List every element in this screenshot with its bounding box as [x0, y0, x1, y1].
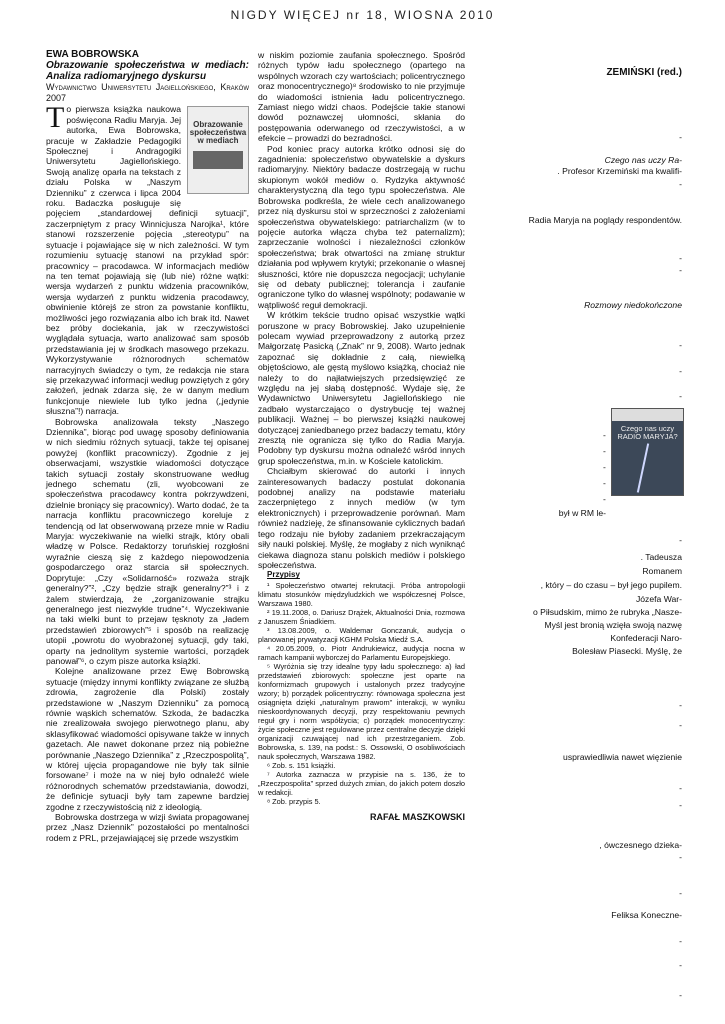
footnote: ⁷ Autorka zaznacza w przypisie na s. 136, że to „Rzeczpospolita” sprzed dużych zmian, do jakich potem doszło w redakcji.: [258, 769, 465, 797]
column-3-fragment: -: [679, 253, 682, 263]
column-3-fragment: -: [679, 366, 682, 376]
drop-cap: T: [46, 101, 65, 135]
paragraph: Pod koniec pracy autorka krótko odnosi się do zagadnienia: społeczeństwo obywatelskie a dyskurs radiomaryjny. Niektóry badacze dostrzegają w ruchu skupionym wokół mediów o. Rydzyka aktywność charakterystyczną dla tego typu społeczeństwa. Ale Bobrowska podkreśla, że wiele cech analizowanego przez nią dyskursu stoi w sprzeczności z założeniami społeczeństwa obywatelskiego: patriarchalizm (w to pojęcie autorka włącza chyba też paternalizm); zaprzeczanie wolności i niezależności członków społeczeństwa; brak otwartości na zmianę struktur działania pod wpływem krytyki; przekonanie o własnej słuszności, które nie dopuszcza negocjacji; uchylanie się od debaty publicznej; tolerancja i zaufanie ograniczone tylko do własnej wspólnoty; podawanie w wątpliwość reguł demokracji.: [258, 143, 465, 310]
column-3-fragment: Józefa War-: [635, 594, 682, 604]
lightning-graphic: [637, 443, 649, 492]
column-3-fragment: Bolesław Piasecki. Myślę, że: [572, 646, 682, 656]
footnote: ⁴ 20.05.2009, o. Piotr Andrukiewicz, audycja nocna w ramach kampanii wyborczej do Parlamentu Europejskiego.: [258, 643, 465, 662]
paragraph: w niskim poziomie zaufania społecznego. Spośród różnych typów ładu społecznego (opartego na wspólnych wzorach czy wartościach; policentrycznego oraz monocentrycznego)⁸ środowisko to nie przyjmuje do wiadomości istnienia ładu policentrycznego. Zamiast niego widzi chaos. Podejście takie stanowi dowód poznawczej ułomności, skłania do postępowania oderwanego od rzeczywistości, a w efekcie – prowadzi do bezradności.: [258, 50, 465, 144]
column-3-fragment: o Piłsudskim, mimo że rubryka „Nasze-: [533, 607, 682, 617]
column-3-fragment: był w RM le-: [558, 508, 606, 518]
column-3-fragment: Romanem: [642, 566, 682, 576]
paragraph: Chciałbym skierować do autorki i innych zainteresowanych badaczy postulat dokonania podobnej analizy na podstawie materiału zaczerpniętego z innych mediów (w tym elektronicznych) i przeprowadzenie porównań. Mam również nadzieję, że sfinansowanie cyklicznych badań tego rodzaju nie byłoby zadaniem przekraczającym siły nauki polskiej. Myślę, że mogłaby z nich wyniknąć ciekawa diagnoza stanu polskich mediów i polskiego społeczeństwa.: [258, 466, 465, 570]
column-3-fragment: -: [679, 800, 682, 810]
book-cover-top-band: [612, 409, 683, 421]
paragraph: Bobrowska analizowała teksty „Naszego Dziennika”, biorąc pod uwagę sposoby definiowania w nich siedmiu różnych sytuacji, także tej opisanej powyżej (konflikt pracowniczy). Zgodnie z jej obserwacjami, wszystkie wiadomości dotyczące takich sytuacji zostały skonstruowane według jednego schematu (zli, wyobcowani ze społeczeństwa pracodawcy kontra pokrzywdzeni, dzielnie broniący się pracownicy). Warto dodać, że ta narracja konfliktu pracowniczego koreluje z tendencją od lat obserwowaną przeze mnie w Radiu Maryja: wyczekiwanie na wielki strajk, który obali władzę w Polsce. Redaktorzy toruńskiej rozgłośni wyraźnie cieszą się z każdego niepowodzenia gospodarczego oraz starcia sił społecznych. Doprytuje: „Czy «Solidarność» rozważa strajk generalny?”², „Czy będzie strajk generalny?”³ i z żalem stwierdzają, że „zorganizowanie strajku generalnego jest niezwykle trudne”⁴. Wyczekiwanie na taki wielki bunt to przejaw tęsknoty za „ładem przedstawień zbiorowych”⁵ i sposób na realizację utopii „powrotu do wyobrażonej sytuacji, gdy taki, oparty na jednolitym systemie wartości, porządek panował”⁶, o czym pisze autorka książki.: [46, 416, 249, 666]
page-header: NIGDY WIĘCEJ nr 18, WIOSNA 2010: [230, 8, 495, 22]
column-3-fragment: , który – do czasu – był jego pupilem.: [540, 580, 682, 590]
column-3-fragment: -: [679, 535, 682, 545]
book-cover-title-2: Czego nas uczy RADIO MARYJA?: [617, 424, 678, 441]
book-publisher: Wydawnictwo Uniwersytetu Jagiellońskiego, Kraków 2007: [46, 82, 249, 104]
footnote: ⁶ Zob. s. 151 książki.: [267, 760, 336, 770]
footnote: ³ 13.08.2009, o. Waldemar Gonczaruk, audycja o planowanej prywatyzacji KGHM Polska Miedź S.A.: [258, 625, 465, 644]
column-3-fragment: Konfederacji Naro-: [610, 633, 682, 643]
column-3-fragment: . Profesor Krzemiński ma kwalifi-: [557, 166, 682, 176]
column-3-fragment: -: [603, 494, 606, 504]
column-3-fragment: -: [679, 720, 682, 730]
column-3-fragment: -: [603, 446, 606, 456]
column-3-fragment: Radia Maryja na poglądy respondentów.: [528, 215, 682, 225]
column-3-fragment: -: [603, 430, 606, 440]
review-signature: RAFAŁ MASZKOWSKI: [370, 811, 465, 822]
column-3-fragment: -: [679, 990, 682, 1000]
column-1: [46, 50, 249, 843]
column-3-fragment: Rozmowy niedokończone: [584, 300, 682, 310]
paragraph: W krótkim tekście trudno opisać wszystkie wątki poruszone w pracy Bobrowskiej. Jako uzupełnienie polecam wywiad przeprowadzony z autorką przez Małgorzatę Pasicką („Znak” nr 9, 2008). Warto jednak zapoznać się dokładnie z całą, niewielką objętościowo, ale gęstą myślowo książką, chociaż nie należy to do najłatwiejszych przedsięwzięć ze względu na jej słabą dostępność. Wydaje się, że Wydawnictwo Uniwersytetu Jagiellońskiego nie zadbało wystarczająco o dystrybucję tej ważnej publikacji. Ważnej – bo pierwszej książki naukowej dotyczącej zaniedbanego przez badaczy tematu, który zresztą nie ogranicza się tylko do Radia Maryja. Podobny typ dyskursu można odnaleźć wśród innych grup społeczeństwa, m.in. w Kościele katolickim.: [258, 310, 465, 466]
column-3-fragment: -: [679, 936, 682, 946]
column-3-fragment: -: [679, 700, 682, 710]
article-author: EWA BOBROWSKA: [46, 49, 139, 60]
column-3-fragment: -: [679, 132, 682, 142]
footnotes-heading: Przypisy: [267, 570, 300, 580]
column-3-fragment: . Tadeusza: [640, 552, 682, 562]
column-3-fragment: -: [679, 888, 682, 898]
paragraph: Bobrowska dostrzega w wizji świata propagowanej przez „Nasz Dziennik” pozostałości po mentalności rodem z PRL, przejawiającej się przede wszystkim: [46, 812, 249, 843]
column-3-fragment: Myśl jest bronią wzięła swoją nazwę: [544, 620, 682, 630]
column-3-fragment: -: [679, 265, 682, 275]
column-3-fragment: -: [679, 852, 682, 862]
paragraph: o pierwsza książka naukowa poświęcona Radiu Maryja. Jej autorka, Ewa Bobrowska, pracuje w Zakładzie Pedagogiki Społecznej i Andragogiki Uniwersytetu Jagiellońskiego. Swoją analizę oparła na tekstach z działu Polska w „Naszym Dzienniku” z czerwca i lipca 2004 roku. Badaczka posługuje się pojęciem „standardowej definicji sytuacji”, zaczerpniętym z pracy Winnicjusza Narojka¹, które stanowi rozszerzenie pojęcia „stereotypu” na sytuacje i pojawiające się w nich zależności. W tym rozumieniu sytuację stanowi na przykład spór: pracownicy – pracodawca. W informacjach mediów na ten temat pojawiają się (lub nie) różne wątki: wersja wydarzeń z punktu widzenia pracowników, wersja wydarzeń z punktu widzenia pracodawcy, obwinienie którejś ze stron za powstanie konfliktu, możliwości jego rozwiązania albo ich brak itd. Nawet bez próby dociekania, jak w rzeczywistości wyglądała sytuacja, warto analizować sam sposób przedstawiania jej w środkach masowego przekazu. Wykorzystywanie różnorodnych schematów narracyjnych świadczy o tym, że redakcja nie stara się przekazywać informacji według powziętych z góry założeń, jednak zdarza się, że w danym medium funkcjonuje niewiele lub tylko jedna („jedynie słuszna”!) narracja.: [46, 104, 249, 417]
footnote: ¹ Społeczeństwo otwartej rekrutacji. Próba antropologii klimatu stosunków międzyludzkich we współczesnej Polsce, Warszawa 1980.: [258, 580, 465, 608]
column-3-author: ZEMIŃSKI (red.): [606, 67, 682, 78]
footnote: ⁸ Zob. przypis 5.: [267, 796, 321, 806]
column-3-fragment: usprawiedliwia nawet więzienie: [563, 752, 682, 762]
book-cover-band: [193, 151, 243, 169]
footnote: ² 19.11.2008, o. Dariusz Drążek, Aktualności Dnia, rozmowa z Januszem Śniadkiem.: [258, 607, 465, 626]
column-2: [258, 50, 465, 822]
paragraph: Kolejne analizowane przez Ewę Bobrowską sytuacje (między innymi konflikty związane ze służbą zdrowia, zagrożenie dla Polski) zostały przedstawione w „Naszym Dzienniku” za pomocą równie wąskich schematów. Szkoda, że badaczka nie zrealizowała swojego pierwotnego planu, aby sklasyfikować wiadomości opisywane także w innych gazetach. Ale nawet dokonane przez nią pobieżne porównanie „Naszego Dziennika” z „Rzeczpospolitą”, w której ujęcia propagandowe nie były tak silnie forsowane⁷ i może na w niej było odnaleźć wiele różnorodnych schematów przedstawiania, dowodzi, że definicje sytuacji były tam zapewne bardziej zgodne z rzeczywistością niż z ideologią.: [46, 666, 249, 812]
column-3-fragment: Czego nas uczy Ra-: [604, 155, 682, 165]
column-3-fragment: -: [679, 340, 682, 350]
column-3-fragment: Feliksa Koneczne-: [611, 910, 682, 920]
column-3-fragment: -: [603, 462, 606, 472]
column-3-fragment: -: [679, 391, 682, 401]
book-cover-image: [187, 106, 249, 194]
book-title: Obrazowanie społeczeństwa w mediach: Analiza radiomaryjnego dyskursu: [46, 60, 249, 83]
footnote: ⁵ Wyróżnia się trzy idealne typy ładu społecznego: a) ład przedstawień zbiorowych: społeczne jest oparte na konformizmach grupowych i ustalonych przez tradycyjne wzory; b) porządek policentryczny: równowaga społeczna jest osiągnięta dzięki „naturalnym prawom” interakcji, w wyniku nieskoordynowanych decyzji, przy respektowaniu pewnych reguł gry i norm współżycia; c) porządek monocentryczny: życie społeczne jest regulowane przez centralne decyzje dzięki organizacji czuwającej nad ich przestrzeganiem. Zob. Bobrowska, s. 139, na podst.: S. Ossowski, O osobliwościach nauk społecznych, Warszawa 1982.: [258, 661, 465, 761]
column-3-fragment: -: [679, 783, 682, 793]
column-3-fragment: -: [603, 478, 606, 488]
book-cover-image-2: [611, 408, 684, 496]
book-cover-title: Obrazowanie społeczeństwa w mediach: [189, 120, 247, 146]
column-3-fragment: -: [679, 179, 682, 189]
column-3-fragment: , ówczesnego dzieka-: [599, 840, 682, 850]
column-3-fragment: -: [679, 960, 682, 970]
